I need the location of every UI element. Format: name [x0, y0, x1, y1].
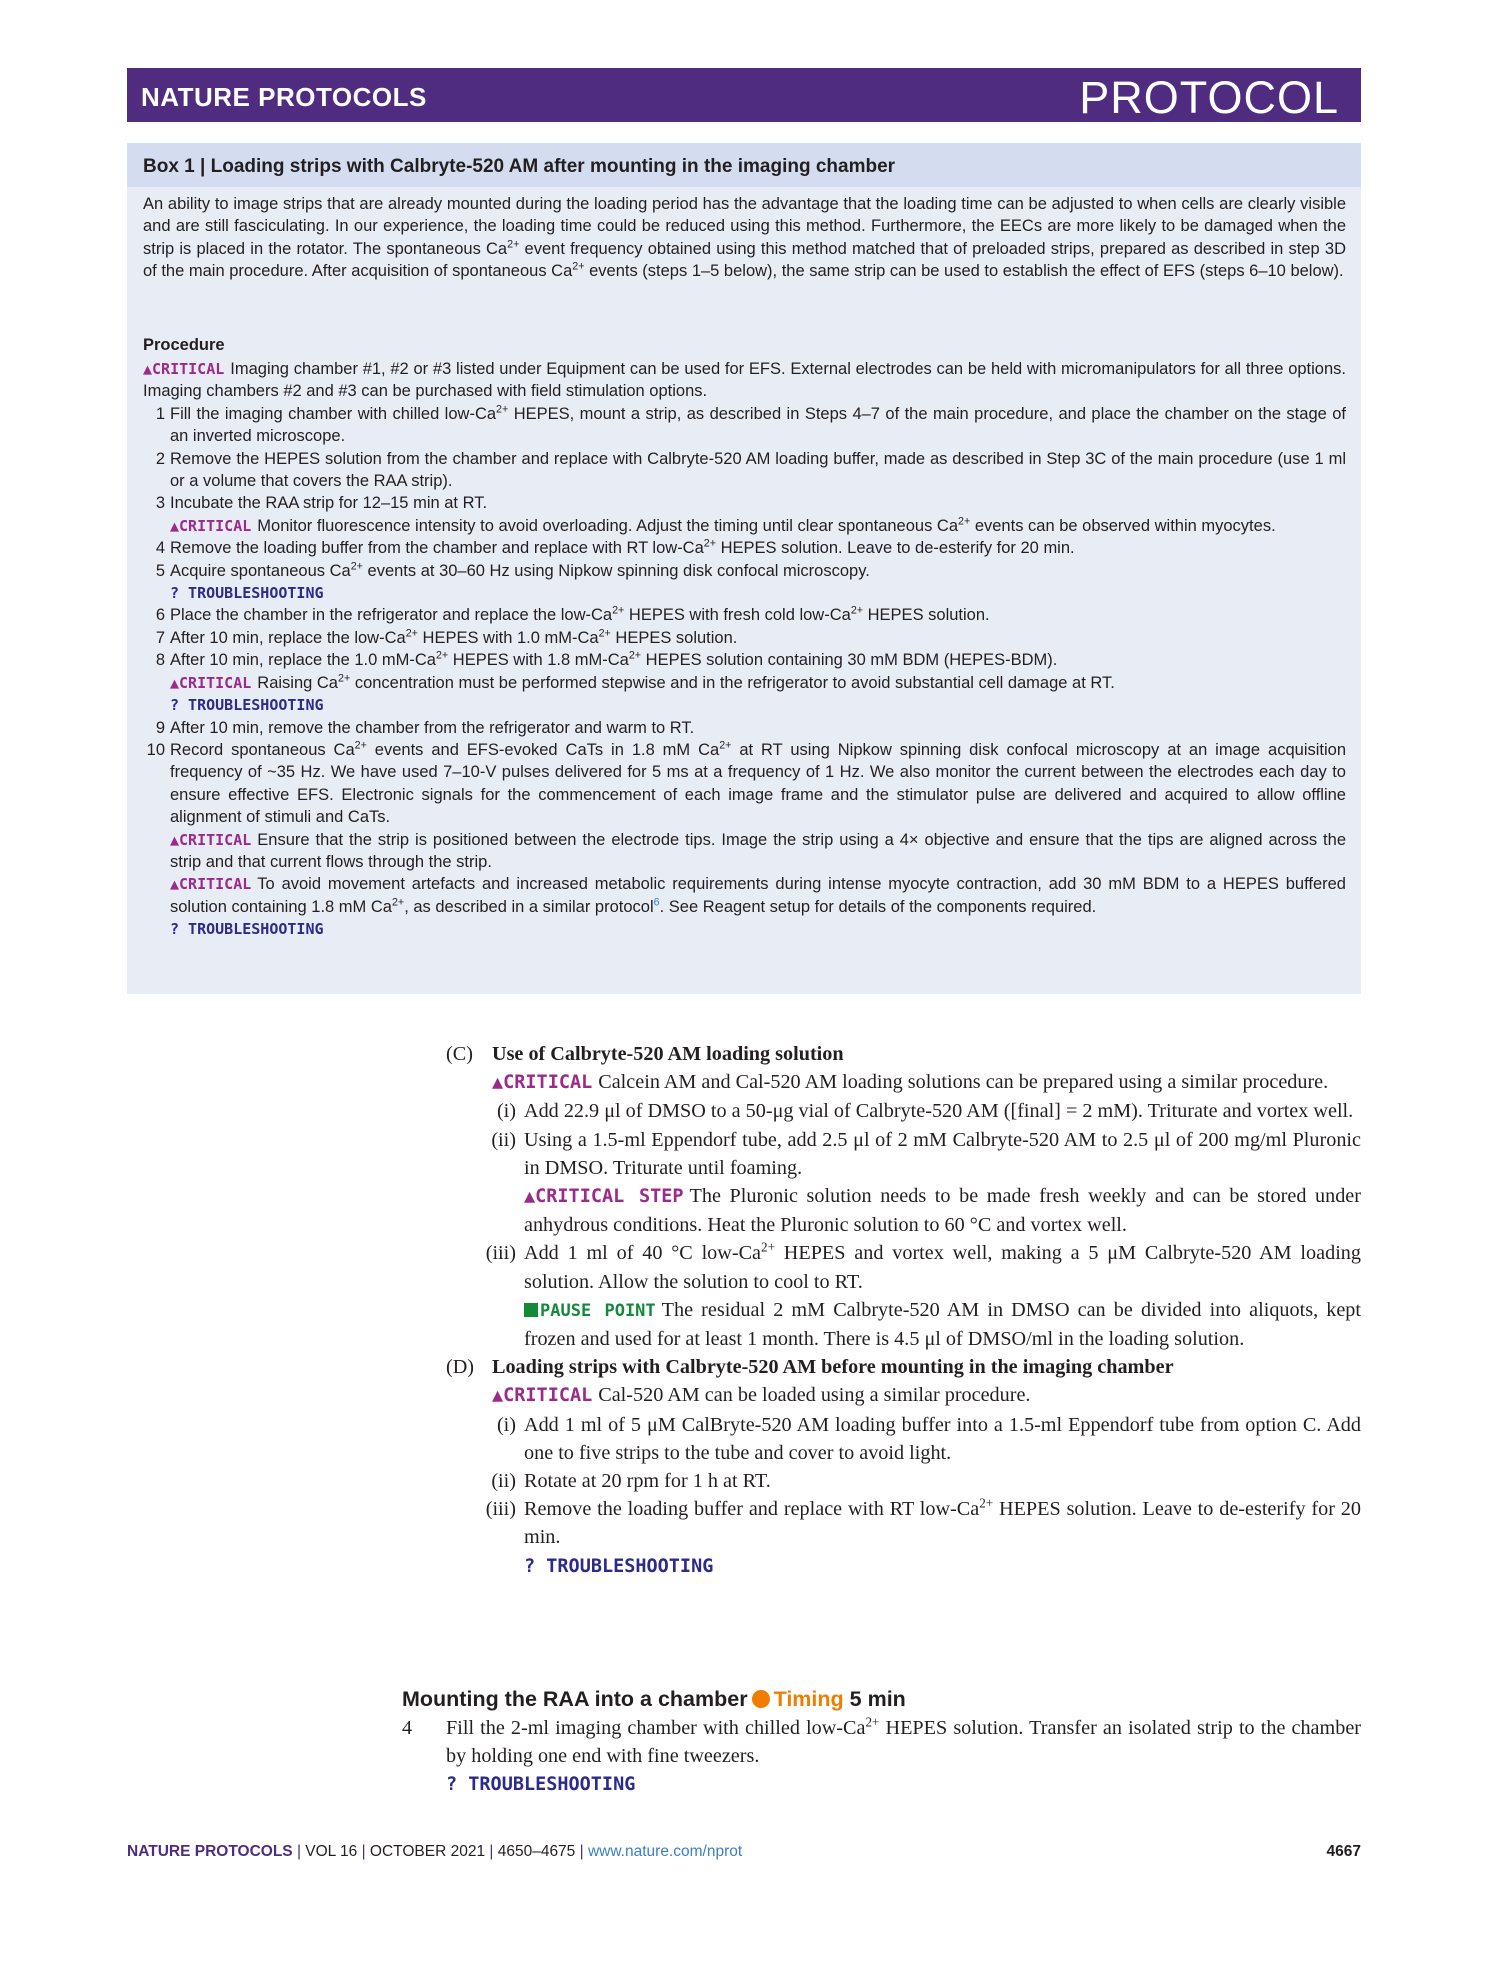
- procedure-step: 7 After 10 min, replace the low-$Ca^{2+}$ HEPES with 1.0 $mM-Ca^{2+}$ HEPES solution.: [155, 627, 738, 647]
- box-1: [127, 143, 1361, 994]
- procedure-step: 3 Incubate the RAA strip for 12–15 min at RT. ▲CRITICAL Monitor fluorescence intensity to avoid overloading. Adjust the timing until clear spontaneous $Ca^{2+}$ events can be observed within myocytes.: [143, 492, 1346, 537]
- reference-link[interactable]: 6: [653, 896, 660, 909]
- footer-date: OCTOBER 2021: [369, 1843, 486, 1860]
- critical-triangle-icon: ▲: [170, 516, 180, 535]
- article-type: PROTOCOL: [1079, 72, 1339, 123]
- main-procedure: [446, 1040, 1361, 1581]
- option-c: (C) Use of Calbryte-520 AM loading solution ▲CRITICAL Calcein AM and Cal-520 AM loading solutions can be prepared using a similar procedure.: [446, 1040, 1361, 1097]
- page-footer: NATURE PROTOCOLS | VOL 16 | OCTOBER 2021 | 4650–4675 | www.nature.com/nprot 4667: [127, 1843, 1361, 1860]
- procedure-step: 8 After 10 min, replace the 1.0 $mM-Ca^{2+}$ HEPES with 1.8 $mM-Ca^{2+}$ HEPES solution containing 30 mM BDM (HEPES-BDM). ▲CRITICAL Raising $Ca^{2+}$ concentration must be performed stepwise and in the refrigerator to avoid substantial cell damage at RT. ? TROUBLESHOOTING: [155, 649, 1115, 715]
- procedure-list: [143, 358, 1346, 941]
- procedure-heading: Procedure: [143, 336, 225, 354]
- mounting-section: [402, 1687, 1361, 1800]
- substep: (i) Add 1 ml of 5 μM CalBryte-520 AM loading buffer into a 1.5-ml Eppendorf tube from option C. Add one to five strips to the tube and cover to avoid light.: [496, 1413, 1361, 1464]
- critical-step-note: ▲CRITICAL STEP The Pluronic solution needs to be made fresh weekly and can be stored under anhydrous conditions. Heat the Pluronic solution to 60 °C and vortex well.: [524, 1185, 1361, 1237]
- substep: (i) Add 22.9 μl of DMSO to a 50-μg vial of Calbryte-520 AM ([final] = 2 mM). Triturate and vortex well.: [496, 1100, 1354, 1123]
- troubleshooting-link[interactable]: ? TROUBLESHOOTING: [446, 1774, 636, 1796]
- footer-volume: VOL 16: [305, 1843, 358, 1860]
- critical-triangle-icon: ▲: [170, 875, 180, 894]
- procedure-step: 10 Record spontaneous $Ca^{2+}$ events and EFS-evoked CaTs in 1.8 mM $Ca^{2+}$ at RT using Nipkow spinning disk confocal microscopy at an image acquisition frequency of ~35 Hz. We have used 7–10-V pulses delivered for 5 ms at a frequency of 1 Hz. We also monitor the current between the electrodes each day to ensure effective EFS. Electronic signals for the commencement of each image frame and the stimulator pulse are delivered and acquired to allow offline alignment of stimuli and CaTs. ▲CRITICAL Ensure that the strip is positioned between the electrode tips. Image the strip using a 4× objective and ensure that the tips are aligned across the strip and that current flows through the strip. ▲CRITICAL To avoid movement artefacts and increased metabolic requirements during intense myocyte contraction, add 30 mM BDM to a HEPES buffered solution containing 1.8 mM $Ca^{2+}$, as described in a similar protocol$^6$. See Reagent setup for details of the components required. ? TROUBLESHOOTING: [146, 739, 1347, 939]
- substep: (iii) Add 1 ml of 40 °C low-$Ca^{2+}$ HEPES and vortex well, making a 5 μM Calbryte-520 AM loading solution. Allow the solution to cool to RT.: [485, 1239, 1361, 1293]
- troubleshooting-link[interactable]: ? TROUBLESHOOTING: [170, 920, 324, 939]
- footer-url-link[interactable]: www.nature.com/nprot: [587, 1843, 743, 1860]
- substep: (ii) Using a 1.5-ml Eppendorf tube, add 2.5 μl of 2 mM Calbryte-520 AM to 2.5 μl of 200 mg/ml Pluronic in DMSO. Triturate until foaming.: [491, 1128, 1361, 1179]
- critical-triangle-icon: ▲: [492, 1072, 504, 1094]
- box-title: Box 1 | Loading strips with Calbryte-520 AM after mounting in the imaging chamber: [143, 156, 896, 177]
- footer-pages: 4650–4675: [497, 1843, 576, 1860]
- critical-triangle-icon: ▲: [524, 1186, 536, 1208]
- critical-note: ▲CRITICAL Imaging chamber #1, #2 or #3 listed under Equipment can be used for EFS. External electrodes can be held with micromanipulators for all three options. Imaging chambers #2 and #3 can be purchased with field stimulation options.: [143, 360, 1346, 401]
- option-d: (D) Loading strips with Calbryte-520 AM before mounting in the imaging chamber ▲CRITICAL Cal-520 AM can be loaded using a similar procedure.: [446, 1353, 1361, 1410]
- box-header: [127, 143, 1361, 187]
- critical-triangle-icon: ▲: [170, 673, 180, 692]
- timing-dot-icon: [752, 1690, 770, 1708]
- procedure-step: 9 After 10 min, remove the chamber from the refrigerator and warm to RT.: [155, 718, 695, 737]
- section-title: Mounting the RAA into a chamber Timing 5 min: [402, 1687, 906, 1711]
- page-number: 4667: [1326, 1843, 1361, 1860]
- procedure-step: 4 Remove the loading buffer from the chamber and replace with RT low-$Ca^{2+}$ HEPES solution. Leave to de-esterify for 20 min.: [155, 537, 1075, 558]
- option-c-title: Use of Calbryte-520 AM loading solution: [492, 1043, 844, 1065]
- pause-point-note: PAUSE POINT The residual 2 mM Calbryte-520 AM in DMSO can be divided into aliquots, kept frozen and used for at least 1 month. There is 4.5 μl of DMSO/ml in the loading solution.: [524, 1298, 1361, 1351]
- footer-journal: NATURE PROTOCOLS: [127, 1843, 293, 1860]
- box-intro: An ability to image strips that are already mounted during the loading period has the advantage that the loading time can be adjusted to when cells are clearly visible and are still fasciculating. In our experience, the loading time could be reduced using this method. Furthermore, the EECs are more likely to be damaged when the strip is placed in the rotator. The spontaneous $Ca^{2+}$ event frequency obtained using this method matched that of preloaded strips, prepared as described in step 3D of the main procedure. After acquisition of spontaneous $Ca^{2+}$ events (steps 1–5 below), the same strip can be used to establish the effect of EFS (steps 6–10 below).: [143, 195, 1346, 281]
- substep: (iii) Remove the loading buffer and replace with RT low-$Ca^{2+}$ HEPES solution. Leave to de-esterify for 20 min. ? TROUBLESHOOTING: [485, 1495, 1361, 1577]
- critical-triangle-icon: ▲: [170, 830, 180, 849]
- procedure-step: 2 Remove the HEPES solution from the chamber and replace with Calbryte-520 AM loading buffer, made as described in Step 3C of the main procedure (use 1 ml or a volume that covers the RAA strip).: [155, 449, 1346, 491]
- procedure-step: 5 Acquire spontaneous $Ca^{2+}$ events at 30–60 Hz using Nipkow spinning disk confocal microscopy. ? TROUBLESHOOTING: [155, 560, 870, 603]
- procedure-step: 6 Place the chamber in the refrigerator and replace the low-$Ca^{2+}$ HEPES with fresh cold low-$Ca^{2+}$ HEPES solution.: [155, 604, 990, 625]
- main-step-4: 4 Fill the 2-ml imaging chamber with chilled low-$Ca^{2+}$ HEPES solution. Transfer an isolated strip to the chamber by holding one end with fine tweezers. ? TROUBLESHOOTING: [402, 1714, 1361, 1796]
- procedure-step: 1 Fill the imaging chamber with chilled low-$Ca^{2+}$ HEPES, mount a strip, as described in Steps 4–7 of the main procedure, and place the chamber on the stage of an inverted microscope.: [155, 403, 1346, 446]
- troubleshooting-link[interactable]: ? TROUBLESHOOTING: [170, 696, 324, 715]
- page-header: [127, 68, 1361, 122]
- pause-square-icon: [524, 1303, 538, 1317]
- troubleshooting-link[interactable]: ? TROUBLESHOOTING: [170, 584, 324, 603]
- critical-triangle-icon: ▲: [492, 1385, 504, 1407]
- journal-name: NATURE PROTOCOLS: [141, 82, 427, 112]
- option-d-title: Loading strips with Calbryte-520 AM before mounting in the imaging chamber: [492, 1356, 1174, 1379]
- critical-triangle-icon: ▲: [143, 360, 153, 378]
- substep: (ii) Rotate at 20 rpm for 1 h at RT.: [491, 1470, 771, 1493]
- troubleshooting-link[interactable]: ? TROUBLESHOOTING: [524, 1555, 714, 1577]
